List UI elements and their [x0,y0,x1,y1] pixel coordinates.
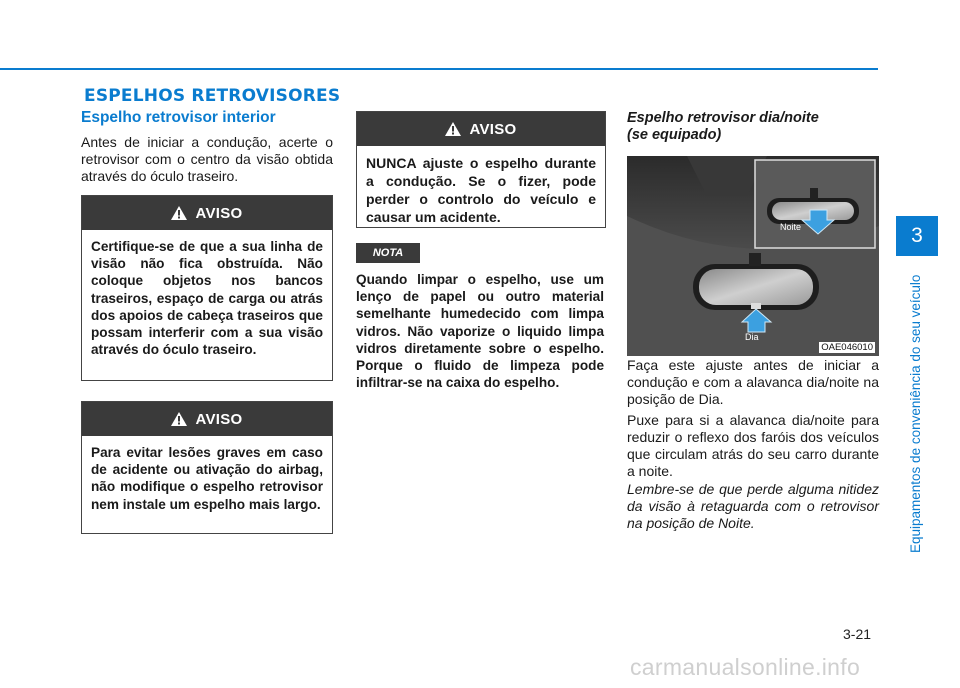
warning-header [82,402,332,436]
figure-code: OAE046010 [821,342,873,353]
note-text: Quando limpar o espelho, use um lenço de papel ou outro material semelhante humedecido com limpa vidros. Não vaporize o liquido limpa vidros diretamente sobre o espelho. Porque o fluido de limpeza pode infiltrar-se na caixa do espelho. [356,272,604,391]
subsection-heading: Espelho retrovisor interior [81,109,276,126]
warning-header [357,112,605,146]
chapter-number-tab: 3 [896,216,938,256]
section-heading: ESPELHOS RETROVISORES [84,86,341,106]
label-day: Dia [745,332,759,342]
warning-text: NUNCA ajuste o espelho durante a condução. Se o fizer, pode perder o controlo do veículo e causar um acidente. [366,155,596,225]
warning-box-2 [81,401,333,534]
page-number: 3-21 [843,626,872,642]
warning-triangle-icon [445,122,461,136]
warning-triangle-icon [171,206,187,220]
warning-label: AVISO [469,120,517,138]
intro-paragraph: Antes de iniciar a condução, acerte o retrovisor com o centro da visão obtida através do óculo traseiro. [81,134,333,184]
daynight-heading: Espelho retrovisor dia/noite (se equipado) [627,110,819,143]
warning-box-3 [356,111,606,228]
note-tag: NOTA [356,243,420,263]
label-night: Noite [780,222,802,232]
daynight-paragraph-1: Faça este ajuste antes de iniciar a condução e com a alavanca dia/noite na posição de Dia. [627,357,879,407]
top-rule [0,68,878,70]
warning-label: AVISO [195,410,243,428]
warning-text: Para evitar lesões graves em caso de acidente ou ativação do airbag, não modifique o espelho retrovisor nem instale um espelho mais largo. [91,445,323,512]
daynight-paragraph-2: Puxe para si a alavanca dia/noite para reduzir o reflexo dos faróis dos veículos que circulam atrás do seu carro durante a noite. [627,412,879,479]
daynight-paragraph-3: Lembre-se de que perde alguma nitidez da visão à retaguarda com o retrovisor na posição de Noite. [627,481,879,531]
warning-box-1 [81,195,333,381]
chapter-title-vertical: Equipamentos de conveniência do seu veículo [908,274,923,553]
warning-text: Certifique-se de que a sua linha de visão não fica obstruída. Não coloque objetos nos bancos traseiros, espaço de carga ou atrás dos apoios de cabeça traseiros que possam interferir com a sua visão através do óculo traseiro. [91,239,323,358]
watermark: carmanualsonline.info [630,654,861,680]
mirror-figure [627,156,879,356]
warning-header [82,196,332,230]
rearview-mirror-illustration [627,156,879,356]
warning-triangle-icon [171,412,187,426]
warning-label: AVISO [195,204,243,222]
